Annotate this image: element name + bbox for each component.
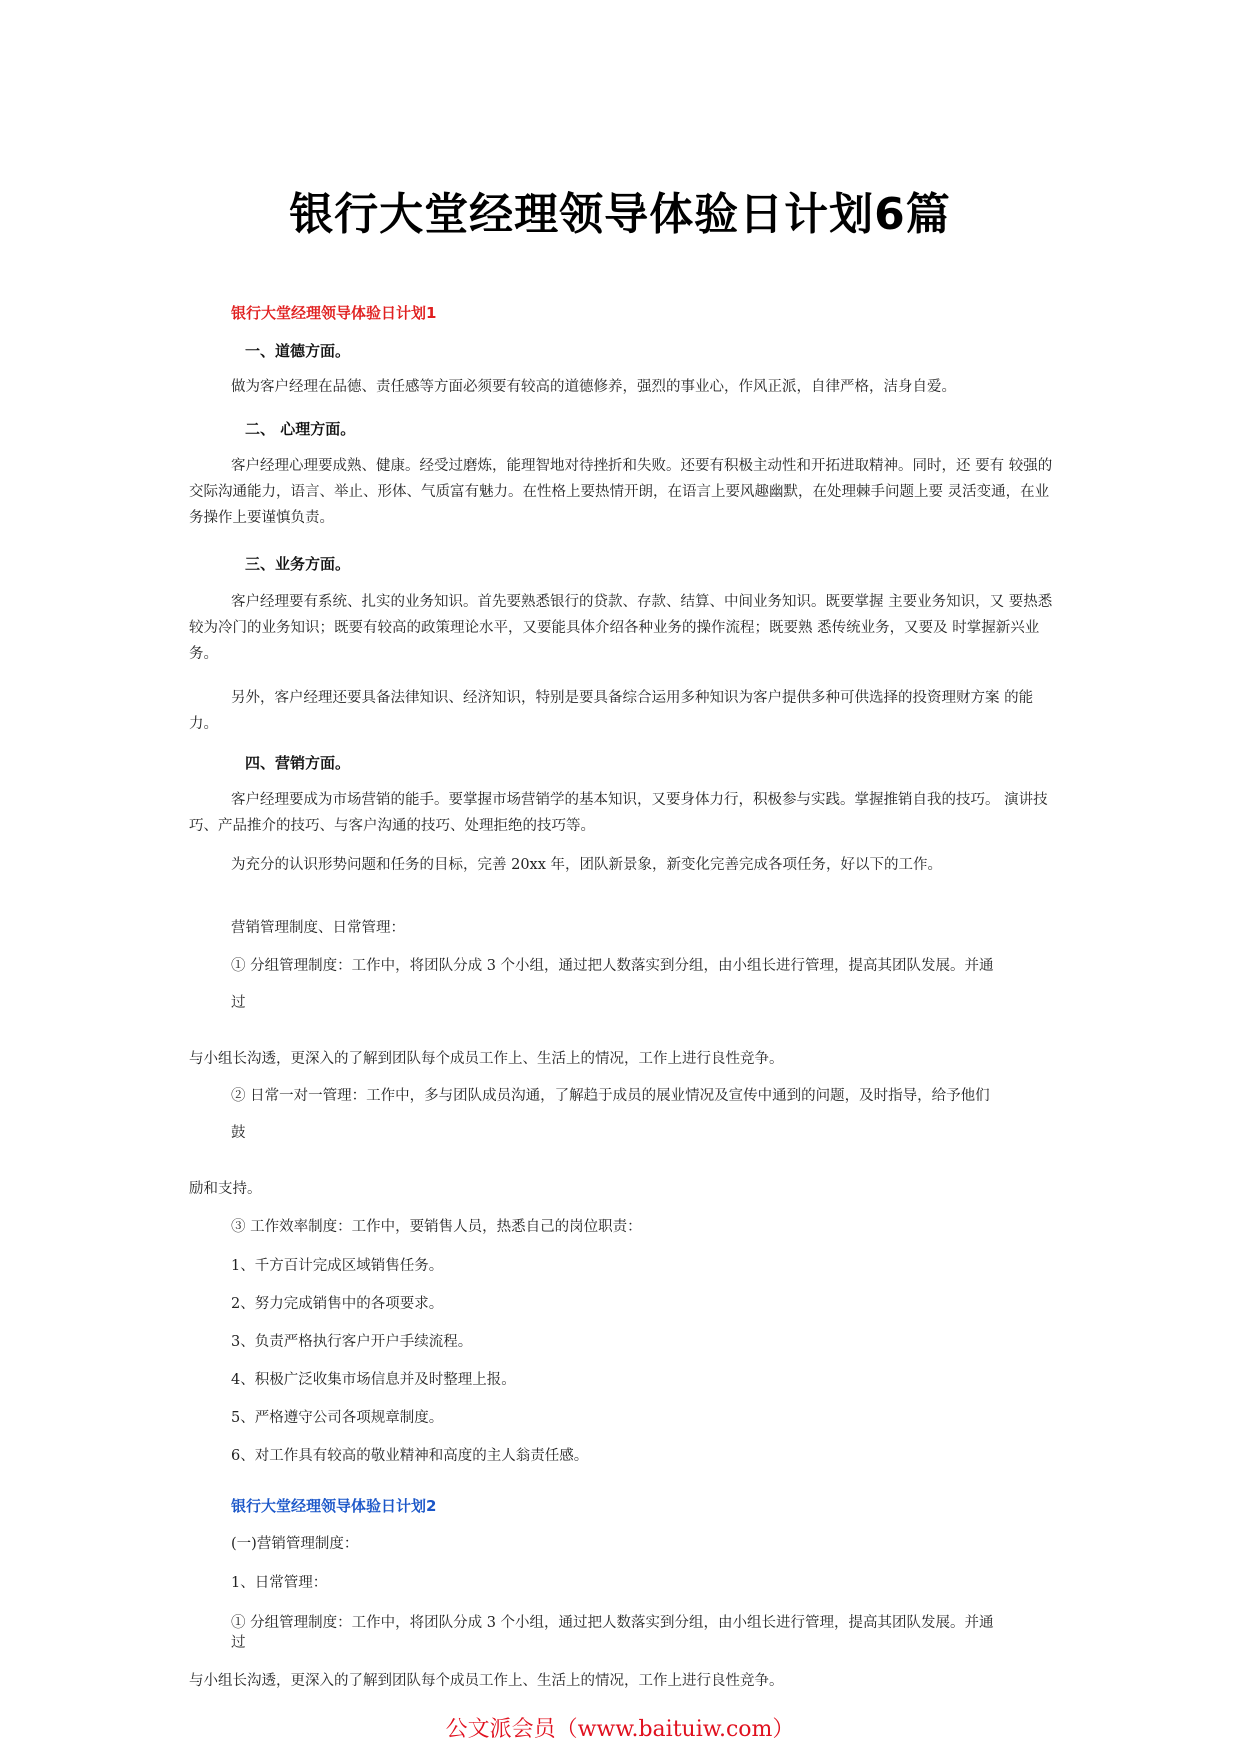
marketing-paragraph: 客户经理要成为市场营销的能手。要掌握市场营销学的基本知识，又要身体力行，积极参与实践。掌握推销自我的技巧。 演讲技巧、产品推介的技巧、与客户沟通的技巧、处理拒绝的技巧等。: [189, 792, 1048, 834]
s2-line-3b: 过: [231, 1635, 246, 1651]
duty-item-2: 2、努力完成销售中的各项要求。: [231, 1296, 444, 1312]
s2-line-2: 1、日常管理：: [231, 1575, 328, 1591]
moral-paragraph: 做为客户经理在品德、责任感等方面必须要有较高的道德修养，强烈的事业心，作风正派，自律严格，洁身自爱。: [231, 379, 956, 395]
s2-line-1: (一)营销管理制度：: [231, 1536, 359, 1552]
mind-heading: 二、 心理方面。: [245, 420, 356, 438]
item2-line-b: 鼓: [231, 1125, 246, 1141]
duty-item-4: 4、积极广泛收集市场信息并及时整理上报。: [231, 1372, 516, 1388]
item1-line-c: 与小组长沟透，更深入的了解到团队每个成员工作上、生活上的情况，工作上进行良性竞争。: [189, 1051, 784, 1067]
duty-item-1: 1、千方百计完成区域销售任务。: [231, 1258, 444, 1274]
business-heading: 三、业务方面。: [245, 555, 351, 573]
item1-line-b: 过: [231, 995, 246, 1011]
footer-link[interactable]: 公文派会员（www.baituiw.com）: [445, 1717, 795, 1742]
mind-paragraph: 客户经理心理要成熟、健康。经受过磨炼，能理智地对待挫折和失败。还要有积极主动性和开拓进取精神。同时，还 要有 较强的交际沟通能力，语言、举止、形体、气质富有魅力。在性格上要热情开朗，在语言上要风趣幽默，在处理棘手问题上要 灵活变通，在业务操作上要谨慎负责。: [189, 458, 1053, 526]
s2-line-4: 与小组长沟透，更深入的了解到团队每个成员工作上、生活上的情况，工作上进行良性竞争。: [189, 1673, 784, 1689]
duty-item-6: 6、对工作具有较高的敬业精神和高度的主人翁责任感。: [231, 1448, 589, 1464]
other-paragraph: 另外，客户经理还要具备法律知识、经济知识，特别是要具备综合运用多种知识为客户提供多种可供选择的投资理财方案 的能力。: [189, 690, 1034, 732]
section-2-heading: 银行大堂经理领导体验日计划2: [231, 1497, 437, 1515]
section-1-heading: 银行大堂经理领导体验日计划1: [231, 304, 437, 322]
duty-item-3: 3、负责严格执行客户开户手续流程。: [231, 1334, 473, 1350]
moral-heading: 一、道德方面。: [245, 342, 351, 360]
item2-line-a: ② 日常一对一管理：工作中，多与团队成员沟通，了解趋于成员的展业情况及宣传中通到的问题，及时指导，给予他们: [231, 1088, 990, 1104]
item1-line-a: ① 分组管理制度：工作中，将团队分成 3 个小组，通过把人数落实到分组，由小组长进行管理，提高其团队发展。并通: [231, 958, 994, 974]
item2-line-c: 励和支持。: [189, 1181, 262, 1197]
item3-line: ③ 工作效率制度：工作中，要销售人员，热悉自己的岗位职责：: [231, 1219, 642, 1235]
duty-item-5: 5、严格遵守公司各项规章制度。: [231, 1410, 444, 1426]
business-paragraph: 客户经理要有系统、扎实的业务知识。首先要熟悉银行的贷款、存款、结算、中间业务知识。既要掌握 主要业务知识，又 要热悉较为冷门的业务知识；既要有较高的政策理论水平，又要能具体介绍各种业务的操作流程；既要熟 悉传统业务，又要及 时掌握新兴业务。: [189, 594, 1053, 662]
marketing-heading: 四、营销方面。: [245, 754, 351, 772]
s2-line-3a: ① 分组管理制度：工作中，将团队分成 3 个小组，通过把人数落实到分组，由小组长进行管理，提高其团队发展。并通: [231, 1615, 994, 1631]
page-title: 银行大堂经理领导体验日计划6篇: [289, 189, 951, 240]
goal-paragraph: 为充分的认识形势问题和任务的目标，完善 20xx 年，团队新景象，新变化完善完成各项任务，好以下的工作。: [231, 857, 943, 873]
mgmt-title: 营销管理制度、日常管理：: [231, 920, 405, 936]
